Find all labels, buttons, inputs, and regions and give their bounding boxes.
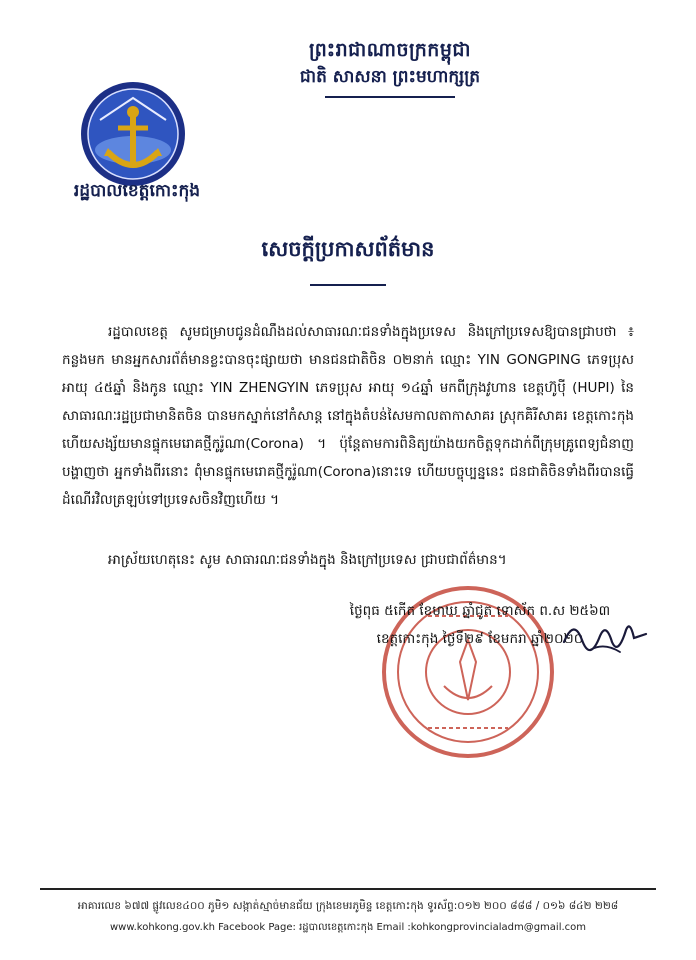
title-divider [310, 284, 386, 288]
footer-contact: www.kohkong.gov.kh Facebook Page: រដ្ឋបាលខេត្តកោះកុង Email :kohkongprovincialadm@gmail.com [109, 922, 587, 933]
place-and-solar-date: ខេត្តកោះកុង ថ្ងៃទី២៩ ខែមករា ឆ្នាំ២០២០ [376, 631, 584, 647]
footer-address: អាគារលេខ ៦៧៧ ផ្លូវលេខ៤០០ ភូមិ១ សង្កាត់ស្មាច់មានជ័យ ក្រុងខេមរភូមិន្ទ ខេត្តកោះកុង ទូរស័ព្ទ:០១២ ២០០ ៨៨៨ / ០១៦ ៨៤២ ២២៨ [77, 900, 619, 912]
motto-divider [325, 96, 455, 100]
national-motto: ជាតិ សាសនា ព្រះមហាក្សត្រ [299, 67, 481, 87]
handwritten-signature-icon [560, 612, 650, 662]
provincial-anchor-seal-icon [78, 80, 188, 188]
lunar-date: ថ្ងៃពុធ ៥កើត ខែមាឃ ឆ្នាំជូត ទោស័ក ព.ស ២៥៦៣ [349, 603, 611, 619]
document-title: សេចក្តីប្រកាសព័ត៌មាន [261, 237, 435, 261]
footer-divider [40, 888, 656, 892]
closing-statement: អាស្រ័យហេតុនេះ សូម សាធារណៈជនទាំងក្នុង និងក្រៅប្រទេស ជ្រាបជាព័ត៌មាន។ [108, 552, 507, 568]
issuing-administration: រដ្ឋបាលខេត្តកោះកុង [73, 181, 201, 201]
announcement-body: រដ្ឋបាលខេត្ត សូមជម្រាបជូនដំណឹងដល់សាធារណៈជនទាំងក្នុងប្រទេស និងក្រៅប្រទេសឱ្យបានជ្រាបថា ៖ កន្លងមក មានអ្នកសារព័ត៌មានខ្លះបានចុះផ្សាយថា មានជនជាតិចិន ០២នាក់ ឈ្មោះ YIN GONGPING ភេទប្រុស អាយុ ៤៥ឆ្នាំ និងកូន ឈ្មោះ YIN ZHENGYIN ភេទប្រុស អាយុ ១៤ឆ្នាំ មកពីក្រុងវូហាន ខេត្តហ៊ូប៉ី (HUPI) នៃសាធារណៈរដ្ឋប្រជាមានិតចិន បានមកស្នាក់នៅកំសាន្ត នៅក្នុងតំបន់សៃមកាលតាកាសាគរ ស្រុកគិរីសាគរ ខេត្តកោះកុង ហើយសង្ស័យមានផ្ទុកមេរោគថ្មីកូរ៉ូណា(Corona) ។ ប៉ុន្តែតាមការពិនិត្យយ៉ាងយកចិត្តទុកដាក់ពីក្រុមគ្រូពេទ្យជំនាញបង្ហាញថា អ្នកទាំងពីរនោះ ពុំមានផ្ទុកមេរោគថ្មីកូរ៉ូណា(Corona)នោះទេ ហើយបច្ចុប្បន្ននេះ ជនជាតិចិនទាំងពីរបានធ្វើដំណើរវិលត្រឡប់ទៅប្រទេសចិនវិញហើយ ។ [62, 324, 634, 508]
kingdom-heading: ព្រះរាជាណាចក្រកម្ពុជា [309, 39, 471, 61]
